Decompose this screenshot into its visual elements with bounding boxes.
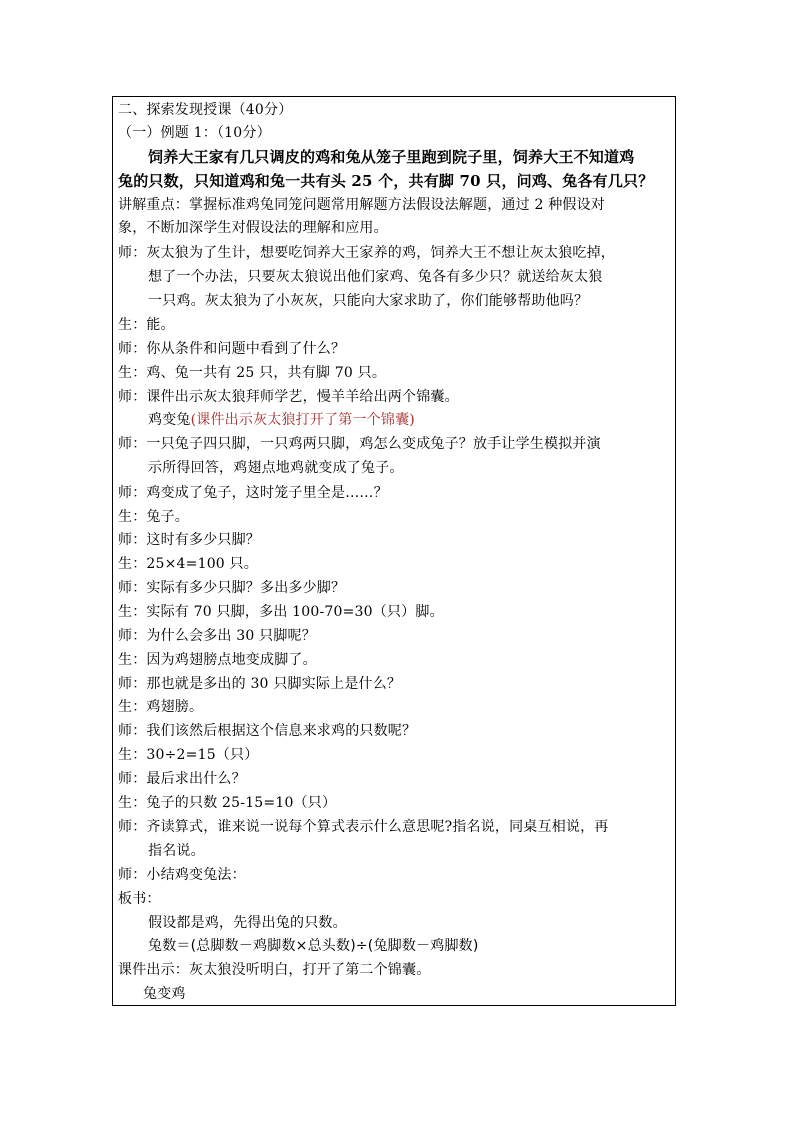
key-point-line-1: 讲解重点：掌握标准鸡兔同笼问题常用解题方法假设法解题，通过 2 种假设对 <box>118 197 606 213</box>
example-title: （一）例题 1：（10分） <box>118 125 271 141</box>
teacher-line-12b: 指名说。 <box>148 843 205 859</box>
teacher-line-1c: 一只鸡。灰太狼为了小灰灰，只能向大家求助了，你们能够帮助他吗？ <box>148 293 589 309</box>
teacher-line-13: 师：小结鸡变兔法： <box>118 867 246 883</box>
teacher-line-7: 师：实际有多少只脚？多出多少脚？ <box>118 580 346 596</box>
method-heading <box>148 411 415 429</box>
teacher-line-3: 师：课件出示灰太狼拜师学艺，慢羊羊给出两个锦囊。 <box>118 389 459 405</box>
teacher-line-12a: 师：齐读算式，谁来说一说每个算式表示什么意思呢?指名说，同桌互相说，再 <box>118 819 609 835</box>
student-line-9: 生：鸡翅膀。 <box>118 699 204 715</box>
problem-line-2: 兔的只数，只知道鸡和兔一共有头 25 个，共有脚 70 只，问鸡、兔各有几只？ <box>118 172 654 190</box>
teacher-line-1a: 师：灰太狼为了生计，想要吃饲养大王家养的鸡，饲养大王不想让灰太狼吃掉， <box>118 245 615 261</box>
key-point-line-2: 象，不断加深学生对假设法的理解和应用。 <box>118 220 388 236</box>
student-line-8: 生：因为鸡翅膀点地变成脚了。 <box>118 652 317 668</box>
teacher-line-10: 师：我们该然后根据这个信息来求鸡的只数呢？ <box>118 723 417 739</box>
method2-label: 兔变鸡 <box>143 986 186 1002</box>
teacher-line-4b: 示所得回答，鸡翅点地鸡就变成了兔子。 <box>148 460 404 476</box>
courseware-line: 课件出示：灰太狼没听明白，打开了第二个锦囊。 <box>118 962 431 978</box>
problem-line-1: 饲养大王家有几只调皮的鸡和兔从笼子里跑到院子里，饲养大王不知道鸡 <box>148 148 635 166</box>
teacher-line-5: 师：鸡变成了兔子，这时笼子里全是……？ <box>118 485 388 501</box>
teacher-line-11: 师：最后求出什么？ <box>118 771 246 787</box>
teacher-line-9: 师：那也就是多出的 30 只脚实际上是什么？ <box>118 676 402 692</box>
method-note: (课件出示灰太狼打开了第一个锦囊) <box>190 412 415 428</box>
board-label: 板书： <box>118 891 161 907</box>
student-line-10: 生：30÷2=15（只） <box>118 747 259 763</box>
section-title: 二、探索发现授课（40分） <box>118 102 293 118</box>
student-line-7: 生：实际有 70 只脚，多出 100-70=30（只）脚。 <box>118 604 444 620</box>
student-line-5: 生：兔子。 <box>118 509 189 525</box>
method-label: 鸡变兔 <box>148 412 191 428</box>
teacher-line-4a: 师：一只兔子四只脚，一只鸡两只脚，鸡怎么变成兔子？放手让学生模拟并演 <box>118 436 601 452</box>
student-line-1: 生：能。 <box>118 317 175 333</box>
board-formula: 兔数＝(总脚数－鸡脚数×总头数)÷(兔脚数－鸡脚数) <box>148 938 479 954</box>
board-line-1: 假设都是鸡，先得出兔的只数。 <box>148 915 347 931</box>
student-line-11: 生：兔子的只数 25-15=10（只） <box>118 795 337 811</box>
teacher-line-8: 师：为什么会多出 30 只脚呢？ <box>118 628 316 644</box>
student-line-2: 生：鸡、兔一共有 25 只，共有脚 70 只。 <box>118 365 387 381</box>
teacher-line-1b: 想了一个办法，只要灰太狼说出他们家鸡、兔各有多少只？就送给灰太狼 <box>148 269 603 285</box>
student-line-6: 生：25×4=100 只。 <box>118 556 258 572</box>
teacher-line-2: 师：你从条件和问题中看到了什么？ <box>118 341 346 357</box>
teacher-line-6: 师：这时有多少只脚？ <box>118 532 260 548</box>
